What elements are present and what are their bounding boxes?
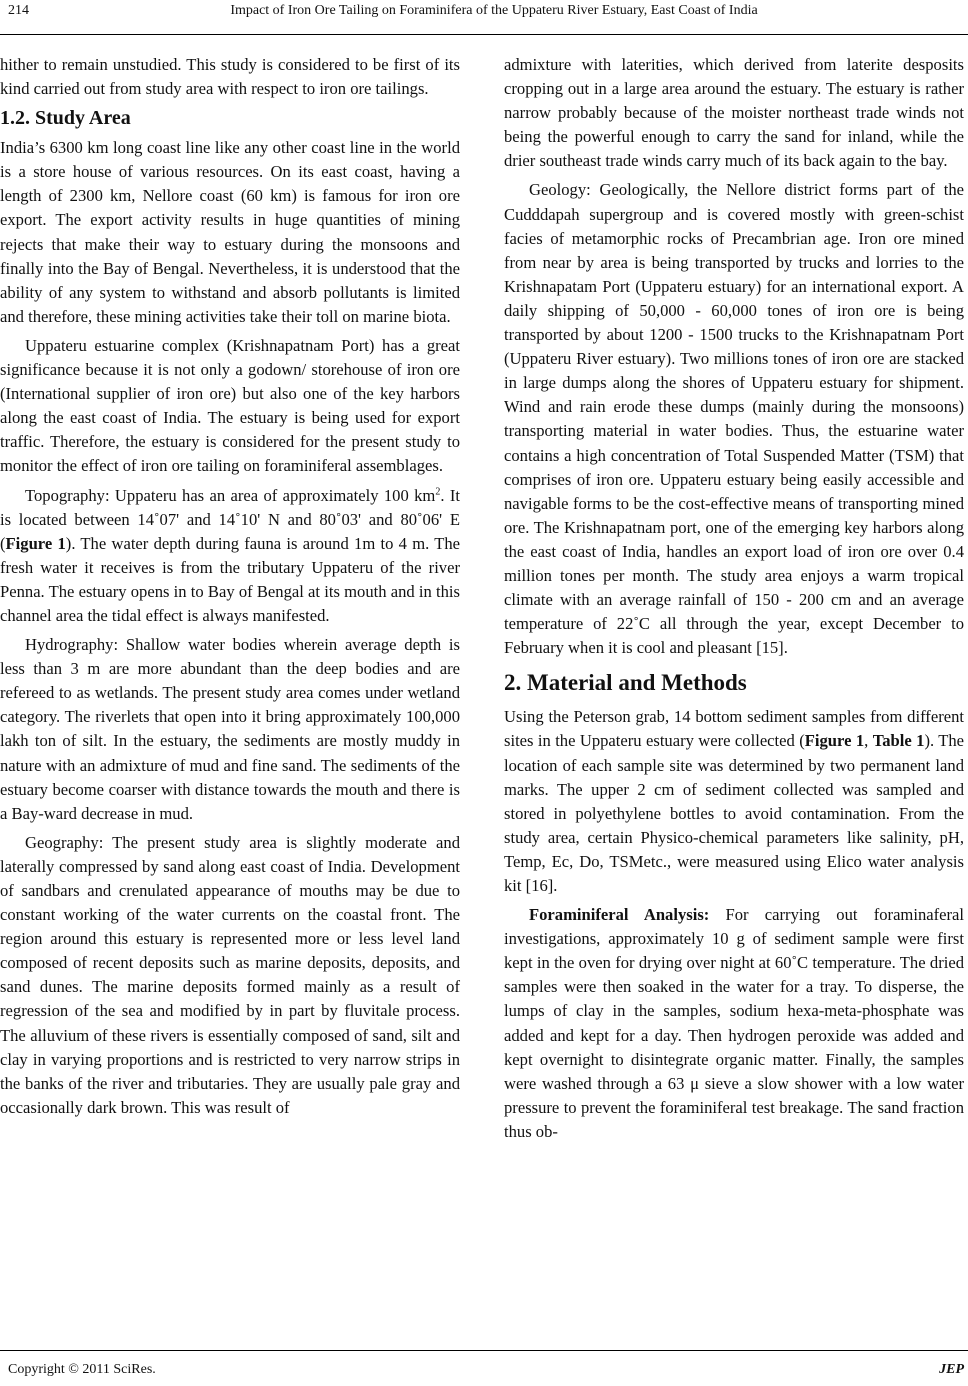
section-heading-study-area: 1.2. Study Area xyxy=(0,107,131,130)
left-column xyxy=(0,53,460,1120)
right-column xyxy=(504,53,964,1144)
foraminiferal-analysis-paragraph xyxy=(504,903,964,1144)
foraminiferal-analysis-label: Foraminiferal Analysis: xyxy=(529,905,710,925)
superscript-two: 2 xyxy=(435,485,441,497)
page-footer xyxy=(0,1350,968,1386)
study-area-paragraph: India’s 6300 km long coast line like any other coast line in the world is a store house of various resources. On its east coast, having a length of 2300 km, Nellore coast (60 km) is famous for iron ore export. The export activity results in huge quantities of mining rejects that make their way to estuary during the monsoons and finally into the Bay of Bengal. Nevertheless, it is understood that the ability of any system to withstand and absorb pollutants is limited and therefore, these mining activities take their toll on marine biota. xyxy=(0,138,460,326)
topography-text-a: Topography: Uppateru has an area of approximately 100 km xyxy=(25,485,436,505)
geography-continuation-paragraph: admixture with laterities, which derived from laterite desposits cropping out in a large area around the estuary. The estuary is rather narrow probably because of the moister northeast trade winds not being the powerful enough to carry the sand for inland, while the drier southeast trade winds carry much of its back again to the bay. xyxy=(504,55,964,171)
section-heading-material-methods: 2. Material and Methods xyxy=(504,670,747,696)
topography-text-c: ). The water depth during fauna is around 1m to 4 m. The fresh water it receives is from the tributary Uppateru of the river Penna. The estuary opens in to Bay of Bengal at its mouth and in this channel area the tidal effect is always manifested. xyxy=(0,533,461,625)
table-1-reference[interactable]: Table 1 xyxy=(872,731,925,751)
geography-paragraph: Geography: The present study area is slightly moderate and laterally compressed by sand along east coast of India. Development of sandbars and crenulated appearance of mouths may be due to constant working of the water currents on the coastal front. The region around this estuary is represented more or less level land composed of recent deposits such as marine deposits, deposits, and sand dunes. The marine deposits formed mainly as a result of regression of the sea and modified by in part by fluvitale process. The alluvium of these rivers is essentially composed of sand, silt and clay in varying proportions and is restricted to very narrow strips in the banks of the river and tributaries. They are usually pale gray and occasionally dark brown. This was result of xyxy=(0,832,460,1117)
page-number: 214 xyxy=(8,3,29,18)
figure-1-reference-methods[interactable]: Figure 1 xyxy=(804,731,865,751)
running-title: Impact of Iron Ore Tailing on Foraminifera of the Uppateru River Estuary, East Coast of India xyxy=(230,3,758,18)
footer-rule xyxy=(0,1350,968,1351)
copyright-notice: Copyright © 2011 SciRes. xyxy=(8,1362,156,1377)
hydrography-paragraph: Hydrography: Shallow water bodies wherein average depth is less than 3 m are more abundant than the deep bodies and are refereed to as wetlands. The present study area comes under wetland category. The riverlets that open into it bring approximately 100,000 lakh ton of silt. In the estuary, the sediments are mostly muddy in nature with an admixture of mud and fine sand. The sediments of the estuary become coarser with distance towards the mouth and there is a Bay-ward decrease in mud. xyxy=(0,635,460,823)
geology-paragraph: Geology: Geologically, the Nellore district forms part of the Cudddapah supergroup and is covered mostly with green-schist facies of metamorphic rocks of Precambrian age. Iron ore mined from near by area is being transported by trucks and lorries to the Krishnapatam Port (Uppateru estuary) for an international export. A daily shipping of 50,000 - 60,000 tones of iron ore is being transported by about 1200 - 1500 trucks to the Krishnapatnam Port (Uppateru River estuary). Two millions tones of iron ore are stacked in large dumps along the shores of Uppateru estuary for shipment. Wind and rain erode these dumps (mainly during the monsoons) transporting material in water bodies. Thus, the estuarine water contains a high concentration of Total Suspended Matter (TSM) that comprises of iron ore. Uppateru estuary being easily accessible and navigable forms to be the cost-effective means of transporting mined ore. The Krishnapatnam port, one of the emerging key harbors along the east coast of India, handles an export load of iron ore over 0.4 million tones per month. The study area enjoys a warm tropical climate with an average rainfall of 150 - 200 cm and an average temperature of 22˚C all through the year, except December to February when it is cool and pleasant [15]. xyxy=(504,180,964,658)
methods-separator: , xyxy=(864,731,873,751)
methods-text-b: ). The location of each sample site was determined by two permanent land marks. The upper 2 cm of sediment collected was sampled and stored in polyethylene bottles to avoid contamination. From the study area, certain Physico-chemical parameters like salinity, pH, Temp, Ec, Do, TSMetc., were measured using Elico water analysis kit [16]. xyxy=(504,731,965,895)
topography-paragraph xyxy=(0,484,460,629)
journal-abbreviation: JEP xyxy=(939,1362,964,1377)
figure-1-reference[interactable]: Figure 1 xyxy=(5,533,66,553)
topography-text-b: . It is located between 14˚07' and 14˚10' N and 80˚03' and 80˚06' E ( xyxy=(0,485,460,553)
methods-paragraph xyxy=(504,705,964,898)
intro-continuation-paragraph: hither to remain unstudied. This study is considered to be first of its kind carried out from study area with respect to iron ore tailings. xyxy=(0,55,460,99)
page-header xyxy=(0,0,968,40)
foraminiferal-analysis-text: For carrying out foraminaferal investigations, approximately 10 g of sediment sample were first kept in the oven for drying over night at 60˚C temperature. The dried samples were then soaked in the water for a tray. To disperse, the lumps of clay in the samples, sodium hexa-meta-phosphate was added and kept for a day. Then hydrogen peroxide was added and kept overnight to disintegrate organic matter. Finally, the samples were washed through a 63 μ sieve a slow shower with a low water pressure to prevent the foraminiferal test breakage. The sand fraction thus ob- xyxy=(504,905,965,1141)
methods-text-a: Using the Peterson grab, 14 bottom sediment samples from different sites in the Uppateru estuary were collected ( xyxy=(504,707,964,751)
uppateru-paragraph: Uppateru estuarine complex (Krishnapatnam Port) has a great significance because it is not only a godown/ storehouse of iron ore (International supplier of iron ore) but also one of the key harbors along the east coast of India. The estuary is being used for export traffic. Therefore, the estuary is considered for the present study to monitor the effect of iron ore tailing on foraminiferal assemblages. xyxy=(0,335,460,476)
header-rule xyxy=(0,34,968,35)
